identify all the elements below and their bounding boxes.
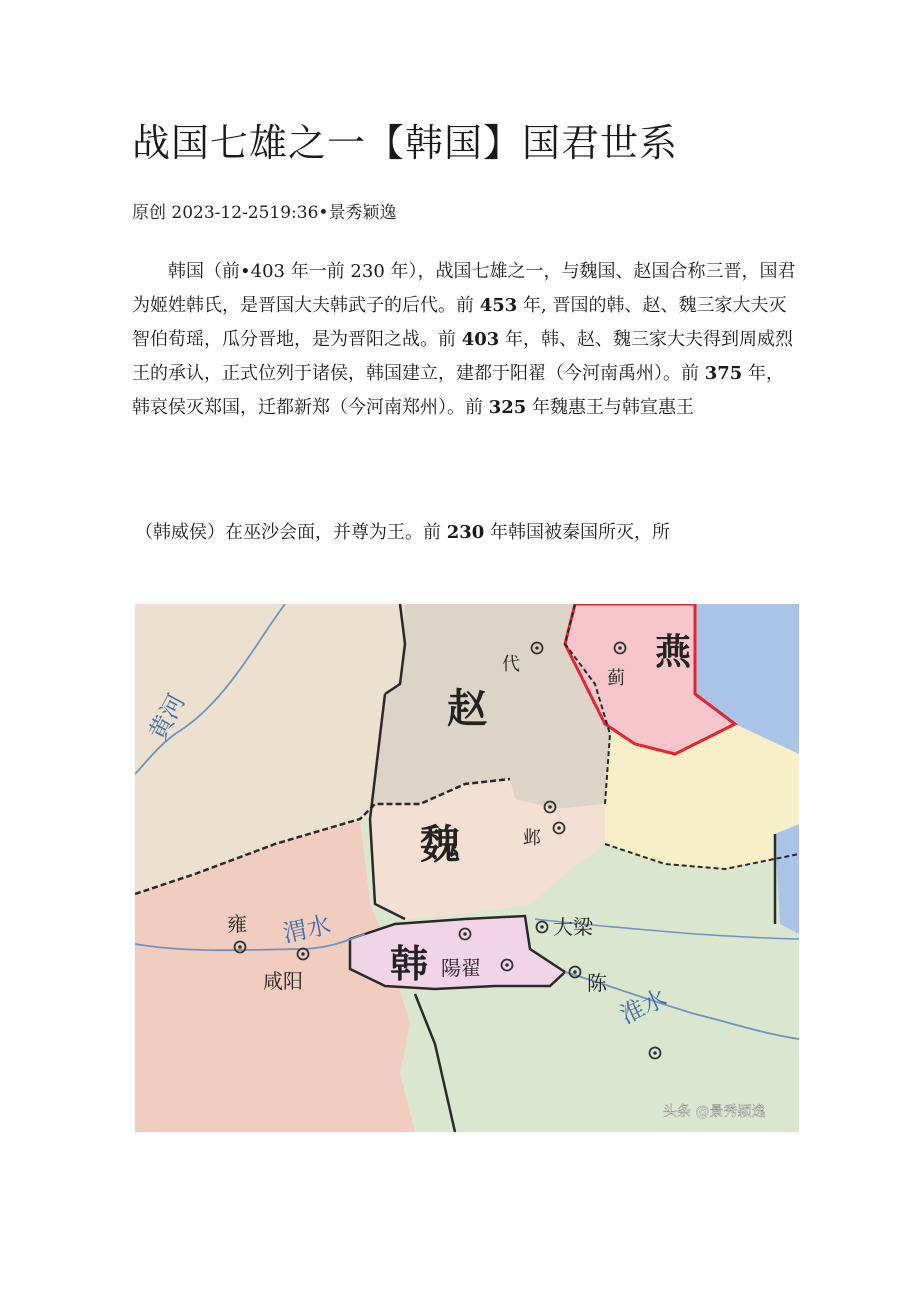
label-huaishui: 淮水 [615, 983, 672, 1030]
label-wei: 魏 [420, 822, 460, 868]
article-meta: 原创 2023-12-2519:36•景秀颖逸 [132, 203, 397, 223]
text-span: 年，韩、赵、魏三家大夫得到周威烈王的承认，正式位列于诸侯，韩国建立，建都于阳翟（今河南禹州）。前 [132, 329, 794, 384]
warring-states-map [135, 604, 799, 1132]
article-paragraph-1 [132, 255, 800, 425]
year-403: 403 [461, 329, 500, 350]
label-daliang: 大梁 [553, 915, 593, 939]
text-span: （韩威侯）在巫沙会面，并尊为王。前 [135, 522, 447, 543]
year-230: 230 [446, 522, 485, 543]
label-huanghe: 黄河 [143, 689, 191, 745]
label-yong: 雍 [227, 912, 247, 936]
text-span: 年魏惠王与韩宣惠王 [526, 397, 695, 418]
text-span: 年，韩哀侯灭郑国，迁都新郑（今河南郑州）。前 [132, 363, 785, 418]
label-yangzhai: 陽翟 [441, 956, 481, 980]
text-span: 韩国（前•403 年一前 230 年），战国七雄之一，与魏国、赵国合称三晋，国君为姬姓韩氏，是晋国大夫韩武子的后代。前 [132, 261, 796, 316]
article-title: 战国七雄之一【韩国】国君世系 [132, 121, 679, 165]
year-453: 453 [479, 295, 518, 316]
map-watermark: 头条 @景秀颖逸 [663, 1104, 766, 1120]
article-paragraph-2 [135, 516, 803, 550]
label-xianyang: 咸阳 [263, 969, 303, 993]
text-span: 年韩国被秦国所灭，所 [484, 522, 671, 543]
label-dai: 代 [502, 654, 520, 675]
region-qi [605, 724, 799, 869]
label-chen: 陈 [587, 971, 607, 995]
label-weishui: 渭水 [280, 910, 334, 948]
label-yan: 燕 [655, 632, 692, 673]
label-han: 韩 [390, 942, 429, 986]
label-zhao: 赵 [447, 686, 487, 732]
year-325: 325 [488, 397, 527, 418]
label-ye: 邺 [523, 828, 541, 849]
label-ji: 蓟 [607, 668, 625, 689]
text-span: 年, 晋国的韩、赵、魏三家大夫灭智伯荀瑶，瓜分晋地，是为晋阳之战。前 [132, 295, 787, 350]
year-375: 375 [704, 363, 743, 384]
